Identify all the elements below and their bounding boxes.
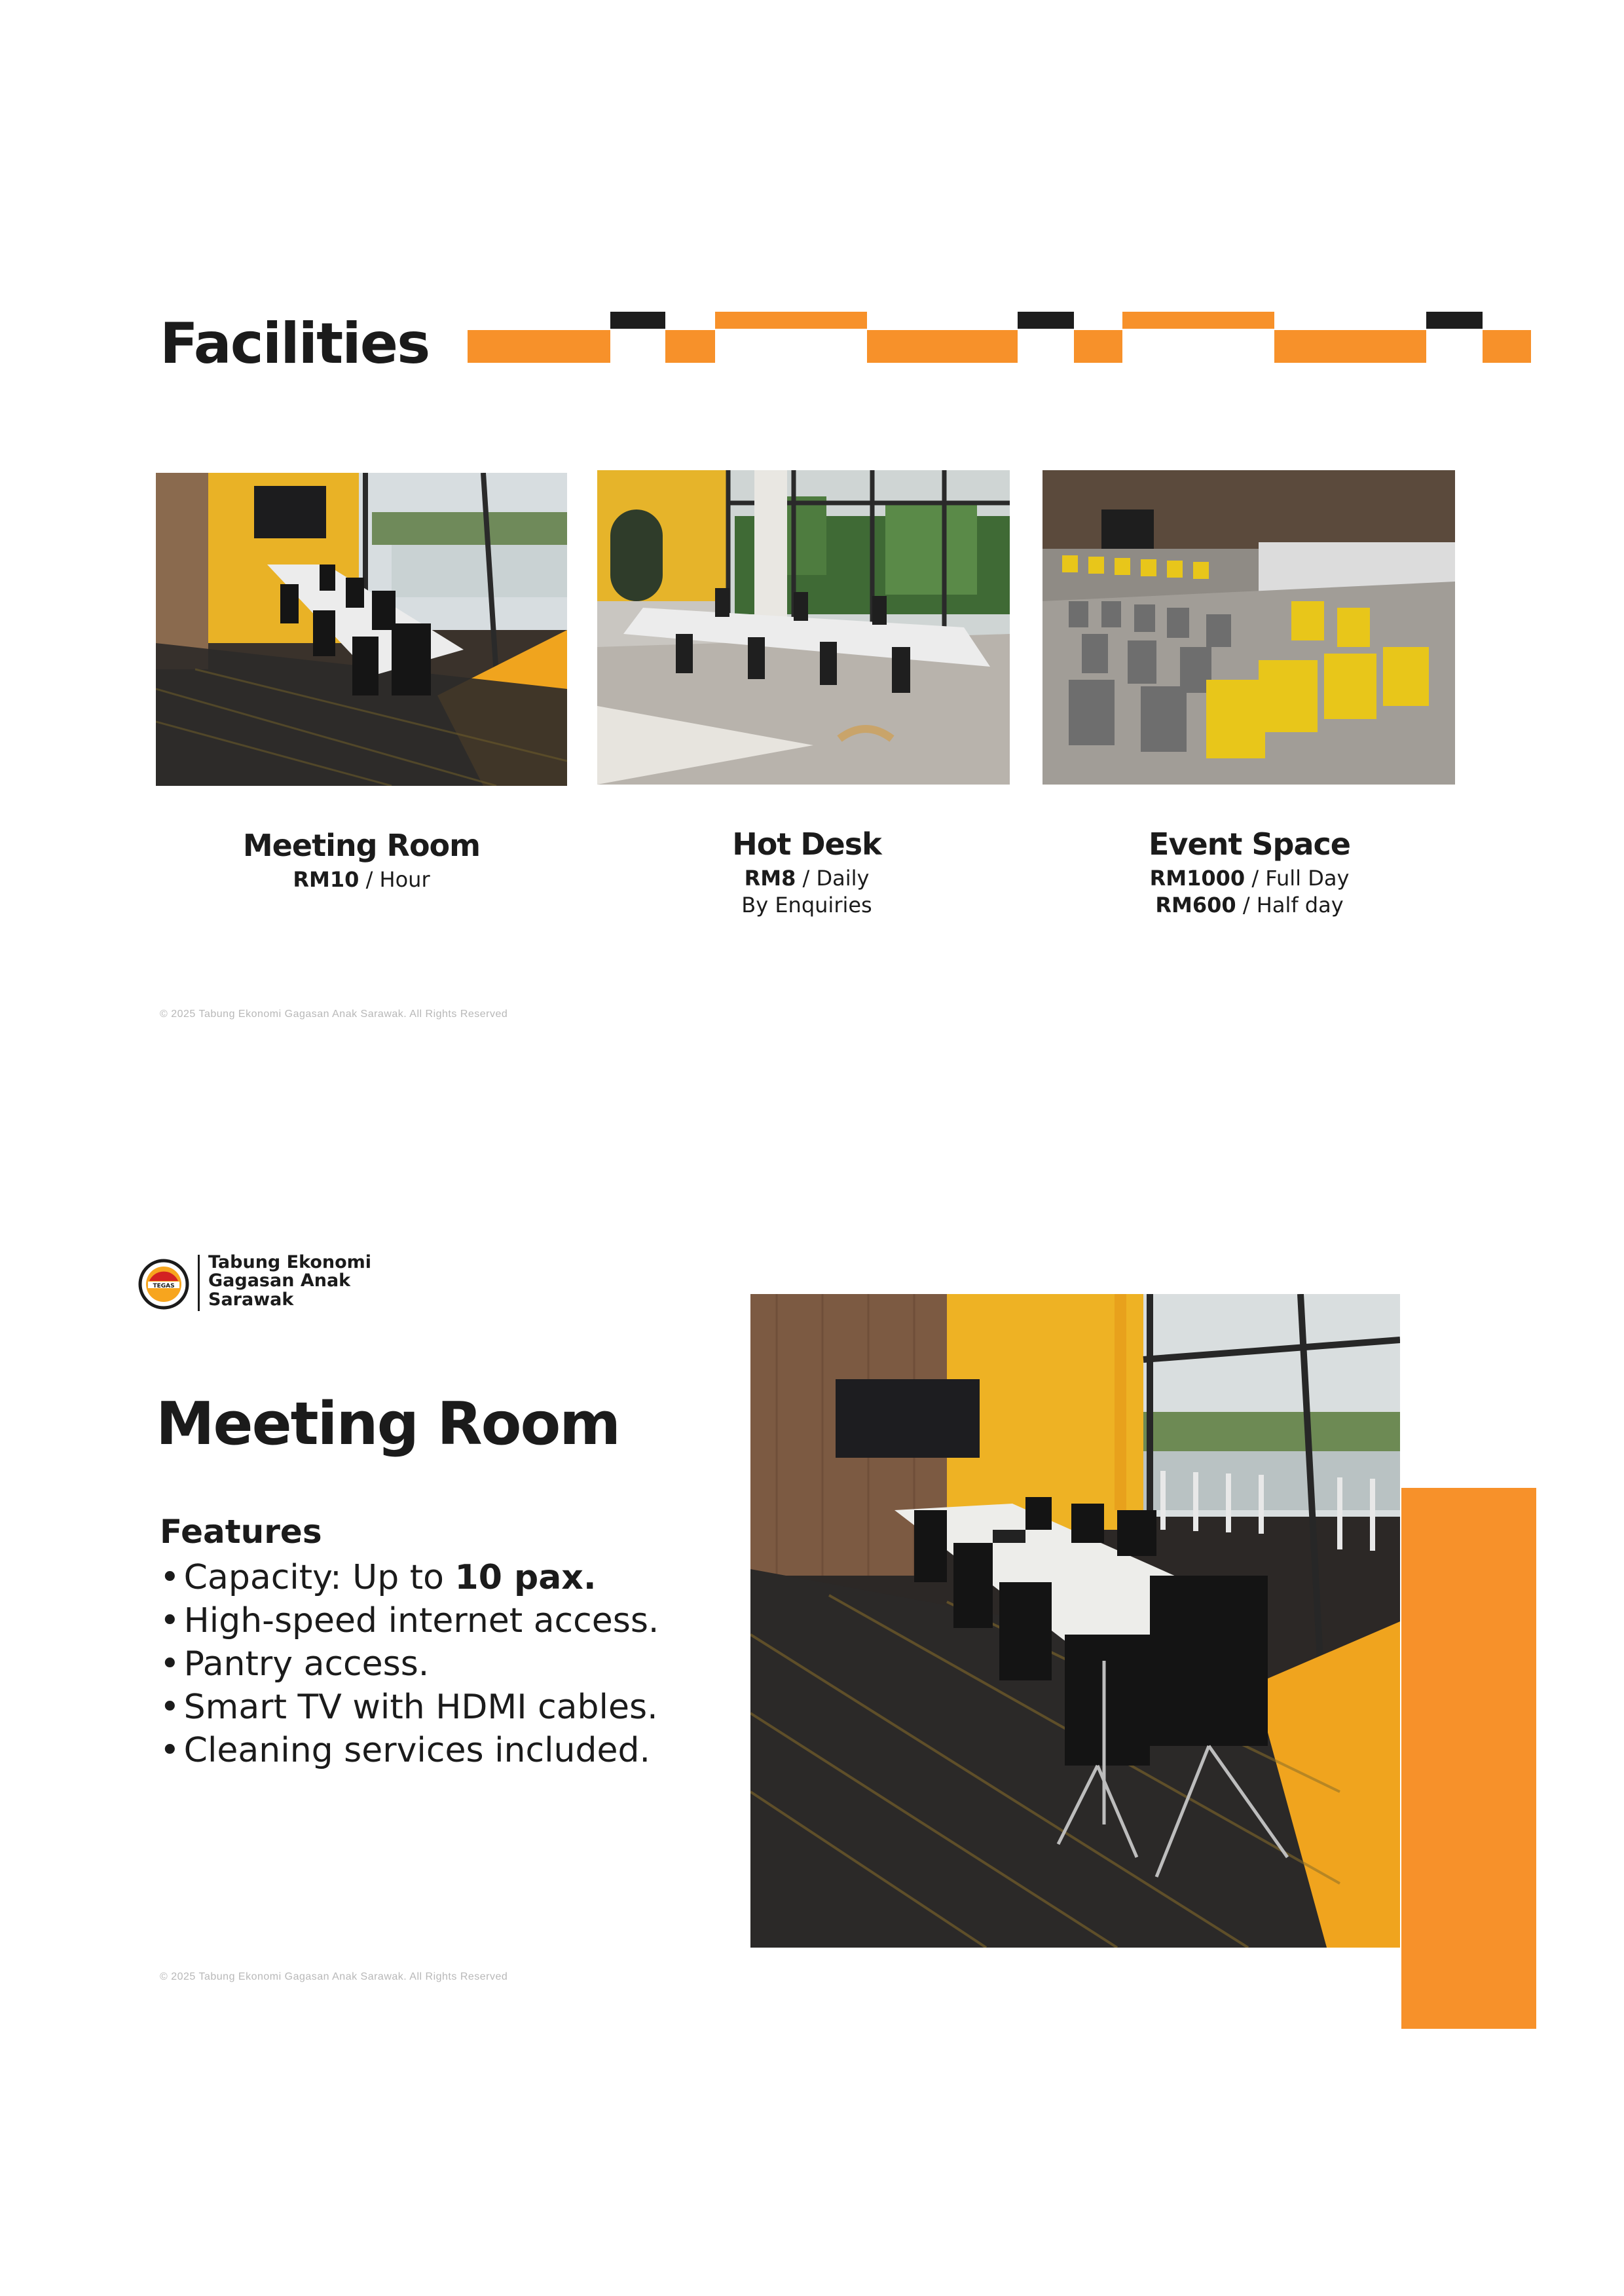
meeting-room-large-photo	[750, 1294, 1400, 1948]
meeting-room-title: Meeting Room	[156, 1390, 620, 1458]
copyright-text: © 2025 Tabung Ekonomi Gagasan Anak Sarawak. All Rights Reserved	[160, 1009, 508, 1020]
copyright-text: © 2025 Tabung Ekonomi Gagasan Anak Sarawak. All Rights Reserved	[160, 1971, 508, 1982]
facility-hot-desk	[623, 828, 990, 919]
meeting-room-photo	[156, 473, 567, 786]
facility-event-space	[1066, 828, 1433, 919]
feature-item: • Pantry access.	[160, 1642, 659, 1686]
features-heading: Features	[160, 1513, 322, 1551]
facility-price: RM1000 / Full Day RM600 / Half day	[1149, 865, 1350, 918]
hot-desk-photo	[597, 470, 1010, 785]
facility-name: Hot Desk	[732, 826, 881, 862]
event-space-photo	[1043, 470, 1455, 785]
facility-name: Meeting Room	[242, 828, 481, 863]
feature-item: • Capacity: Up to 10 pax.	[160, 1556, 659, 1599]
orange-accent-block	[1401, 1488, 1536, 2029]
tegas-emblem-icon	[138, 1255, 190, 1314]
feature-item: • High-speed internet access.	[160, 1599, 659, 1642]
tegas-logo	[138, 1250, 373, 1322]
facility-price: RM8 / Daily By Enquiries	[741, 865, 872, 918]
logo-text: Tabung Ekonomi Gagasan Anak Sarawak	[208, 1252, 372, 1310]
facility-name: Event Space	[1149, 826, 1350, 862]
svg-text:TEGAS: TEGAS	[153, 1283, 175, 1289]
feature-item: • Cleaning services included.	[160, 1729, 659, 1772]
features-list	[160, 1556, 659, 1772]
facilities-title: Facilities	[160, 311, 430, 377]
facility-meeting-room	[178, 829, 545, 893]
facility-price: RM10 / Hour	[293, 866, 430, 892]
feature-item: • Smart TV with HDMI cables.	[160, 1686, 659, 1729]
